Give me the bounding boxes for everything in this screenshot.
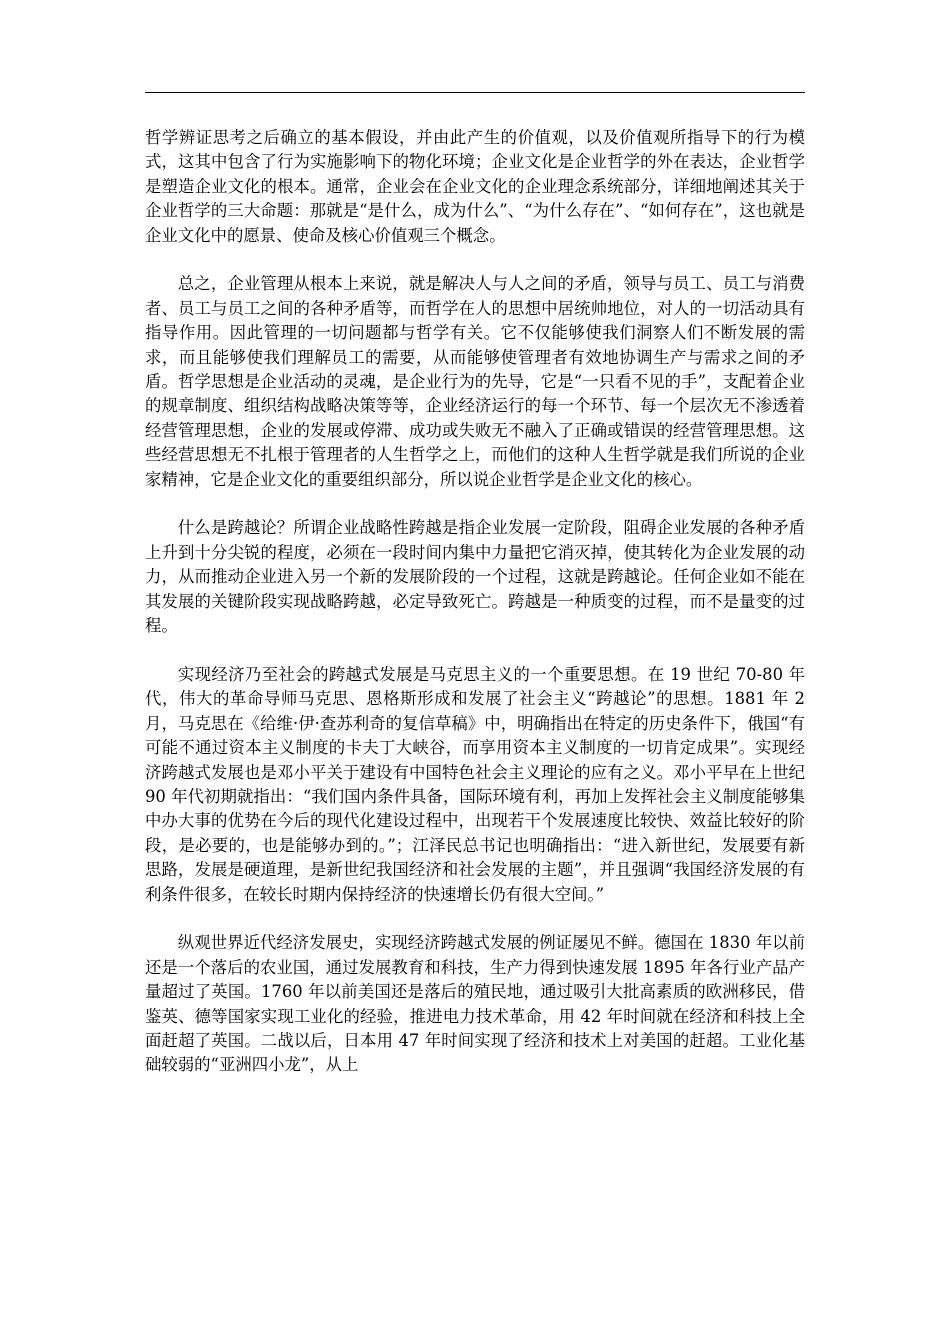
paragraph: 实现经济乃至社会的跨越式发展是马克思主义的一个重要思想。在 19 世纪 70-80 年代，伟大的革命导师马克思、恩格斯形成和发展了社会主义“跨越论”的思想。1881 年 2 月，马克思在《给维·伊·查苏利奇的复信草稿》中，明确指出在特定的历史条件下，俄国“有可能不通过资本主义制度的卡夫丁大峡谷，而享用资本主义制度的一切肯定成果”。实现经济跨越式发展也是邓小平关于建设有中国特色社会主义理论的应有之义。邓小平早在上世纪 90 年代初期就指出：“我们国内条件具备，国际环境有利，再加上发挥社会主义制度能够集中办大事的优势在今后的现代化建设过程中，出现若干个发展速度比较快、效益比较好的阶段，是必要的，也是能够办到的。”；江泽民总书记也明确指出：“进入新世纪，发展要有新思路，发展是硬道理，是新世纪我国经济和社会发展的主题”，并且强调“我国经济发展的有利条件很多，在较长时期内保持经济的快速增长仍有很大空间。” xyxy=(145,664,805,904)
header-rule xyxy=(145,92,805,93)
paragraph: 哲学辨证思考之后确立的基本假设，并由此产生的价值观，以及价值观所指导下的行为模式，这其中包含了行为实施影响下的物化环境；企业文化是企业哲学的外在表达，企业哲学是塑造企业文化的根本。通常，企业会在企业文化的企业理念系统部分，详细地阐述其关于企业哲学的三大命题：那就是“是什么，成为什么”、“为什么存在”、“如何存在”，这也就是企业文化中的愿景、使命及核心价值观三个概念。 xyxy=(145,128,805,245)
paragraph: 什么是跨越论？所谓企业战略性跨越是指企业发展一定阶段，阻碍企业发展的各种矛盾上升到十分尖锐的程度，必须在一段时间内集中力量把它消灭掉，使其转化为企业发展的动力，从而推动企业进入另一个新的发展阶段的一个过程，这就是跨越论。任何企业如不能在其发展的关键阶段实现战略跨越，必定导致死亡。跨越是一种质变的过程，而不是量变的过程。 xyxy=(145,518,805,636)
paragraph: 总之，企业管理从根本上来说，就是解决人与人之间的矛盾，领导与员工、员工与消费者、员工与员工之间的各种矛盾等，而哲学在人的思想中居统帅地位，对人的一切活动具有指导作用。因此管理的一切问题都与哲学有关。它不仅能够使我们洞察人们不断发展的需求，而且能够使我们理解员工的需要，从而能够使管理者有效地协调生产与需求之间的矛盾。哲学思想是企业活动的灵魂，是企业行为的先导，它是“一只看不见的手”，支配着企业的规章制度、组织结构战略决策等等，企业经济运行的每一个环节、每一个层次无不渗透着经营管理思想，企业的发展或停滞、成功或失败无不融入了正确或错误的经营管理思想。这些经营思想无不扎根于管理者的人生哲学之上，而他们的这种人生哲学就是我们所说的企业家精神，它是企业文化的重要组织部分，所以说企业哲学是企业文化的核心。 xyxy=(145,274,805,489)
document-body xyxy=(145,126,805,1102)
paragraph: 纵观世界近代经济发展史，实现经济跨越式发展的例证屡见不鲜。德国在 1830 年以前还是一个落后的农业国，通过发展教育和科技，生产力得到快速发展 1895 年各行业产品产量超过了英国。1760 年以前美国还是落后的殖民地，通过吸引大批高素质的欧洲移民，借鉴英、德等国家实现工业化的经验，推进电力技术革命，用 42 年时间就在经济和科技上全面赶超了英国。二战以后，日本用 47 年时间实现了经济和技术上对美国的赶超。工业化基础较弱的“亚洲四小龙”，从上 xyxy=(145,933,805,1075)
